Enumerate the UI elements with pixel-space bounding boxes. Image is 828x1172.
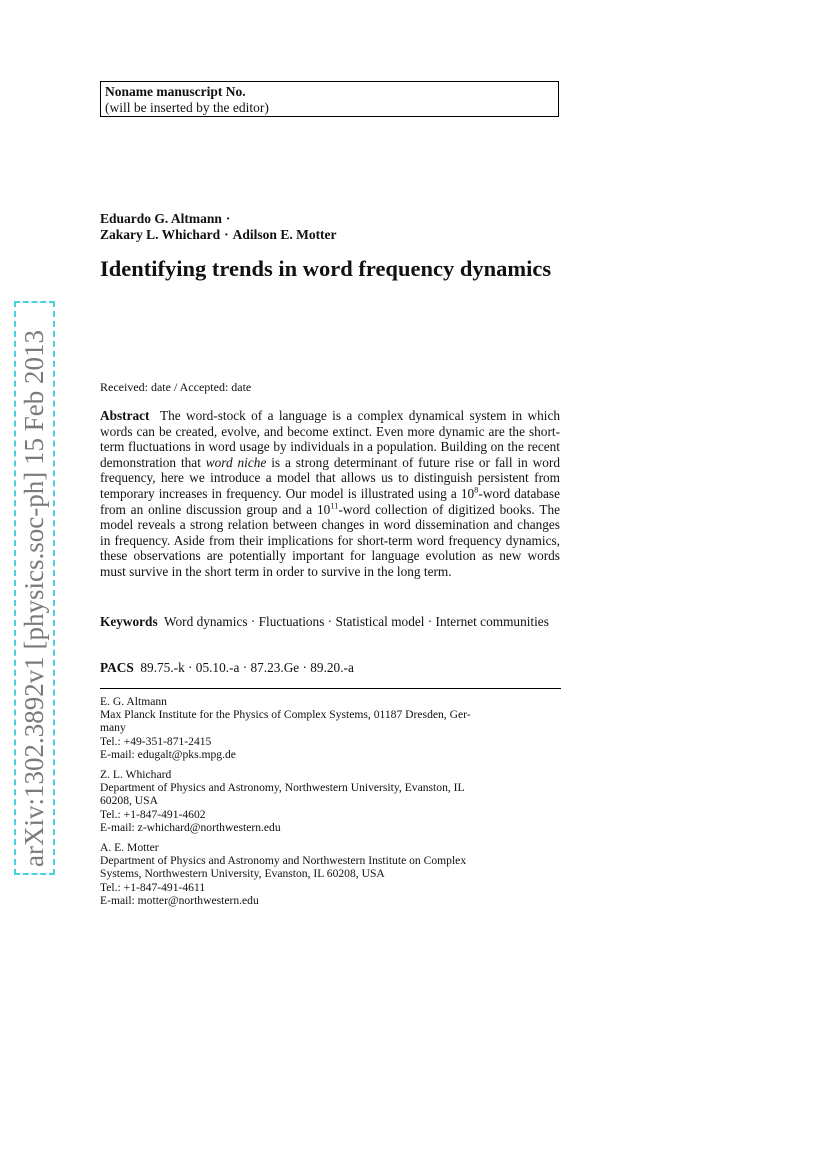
affiliations xyxy=(100,695,561,914)
received-date: Received: date / Accepted: date xyxy=(100,380,252,394)
affiliation-phone: Tel.: +1-847-491-4611 xyxy=(100,880,206,894)
affiliation-institution: Department of Physics and Astronomy and Northwestern Institute on Complex xyxy=(100,854,467,868)
affiliation-institution: Max Planck Institute for the Physics of Complex Systems, 01187 Dresden, Ger- xyxy=(100,708,471,722)
pacs-text: 89.75.-k · 05.10.-a · 87.23.Ge · 89.20.-a xyxy=(140,660,354,675)
paper-title: Identifying trends in word frequency dynamics xyxy=(100,256,552,281)
affiliation-author: A. E. Motter xyxy=(100,841,159,855)
author-name: Adilson E. Motter xyxy=(232,227,337,242)
keywords-label: Keywords xyxy=(100,614,158,629)
affiliation-block xyxy=(100,768,561,834)
author-name: Zakary L. Whichard xyxy=(100,227,221,242)
author-name: Eduardo G. Altmann xyxy=(100,211,222,226)
abstract xyxy=(100,408,560,580)
pacs-codes xyxy=(100,660,560,676)
exponent: 8 xyxy=(474,484,479,495)
author-separator: · xyxy=(225,211,231,226)
keywords xyxy=(100,614,560,630)
affiliation-block xyxy=(100,695,561,761)
abstract-text: is a strong determinant of future rise or fall in word frequency, here we introduce a model that allows us to distinguish persistent from temporary increases in frequency. Our model is illustrated using a 10 xyxy=(100,454,560,501)
affiliation-institution: many xyxy=(100,721,126,735)
pacs-label: PACS xyxy=(100,660,134,675)
abstract-label: Abstract xyxy=(100,408,150,423)
author-list xyxy=(100,211,570,243)
affiliation-institution: Department of Physics and Astronomy, Northwestern University, Evanston, IL xyxy=(100,781,465,795)
affiliation-author: Z. L. Whichard xyxy=(100,768,172,782)
affiliation-institution: Systems, Northwestern University, Evanston, IL 60208, USA xyxy=(100,867,385,881)
affiliation-block xyxy=(100,841,561,907)
affiliation-institution: 60208, USA xyxy=(100,794,158,808)
affiliation-email: E-mail: edugalt@pks.mpg.de xyxy=(100,747,236,761)
arxiv-identifier-stamp[interactable] xyxy=(14,330,54,915)
arxiv-identifier-text: arXiv:1302.3892v1 [physics.soc-ph] 15 Feb 2013 xyxy=(14,301,55,875)
abstract-text: The word-stock of a language is a complex dynamical system in which words can be created, evolve, and become extinct. Even more dynamic are the short-term fluctuations in word usage by individuals in a population. Building on the recent demonstration that xyxy=(100,408,560,470)
manuscript-number-box xyxy=(100,81,559,117)
abstract-text: -word database from an online discussion group and a 10 xyxy=(100,485,561,517)
affiliation-phone: Tel.: +49-351-871-2415 xyxy=(100,734,212,748)
affiliation-email: E-mail: motter@northwestern.edu xyxy=(100,893,259,907)
abstract-italic-term: word niche xyxy=(205,454,267,470)
manuscript-editor-note: (will be inserted by the editor) xyxy=(105,100,269,115)
footnote-divider xyxy=(100,688,561,689)
manuscript-number-label: Noname manuscript No. xyxy=(105,84,246,99)
affiliation-email: E-mail: z-whichard@northwestern.edu xyxy=(100,820,281,834)
affiliation-phone: Tel.: +1-847-491-4602 xyxy=(100,807,206,821)
abstract-text: -word collection of digitized books. The model reveals a strong relation between changes in word dissemination and changes in frequency. Aside from their implications for short-term word frequency dynamics, these observations are potentially important for language evolution as new words must survive in the short term in order to survive in the long term. xyxy=(100,501,560,579)
author-separator: · xyxy=(224,227,229,242)
affiliation-author: E. G. Altmann xyxy=(100,695,167,708)
exponent: 11 xyxy=(330,500,339,511)
keywords-text: Word dynamics · Fluctuations · Statistical model · Internet communities xyxy=(164,614,549,629)
